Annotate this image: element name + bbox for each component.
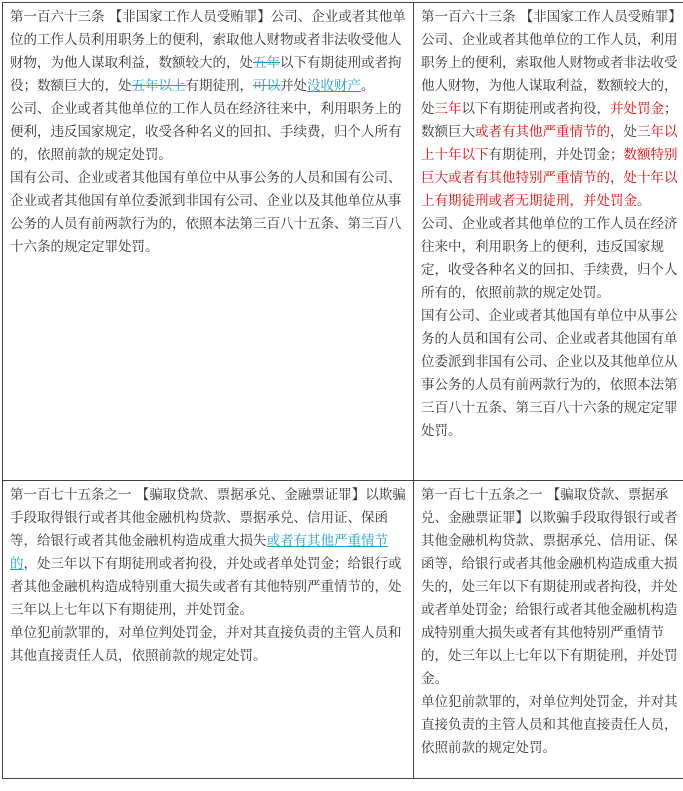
new-article-163-para-3: 国有公司、企业或者其他国有单位中从事公务的人员和国有公司、企业或者其他国有单位委派到非国有公司、企业以及其他单位从事公务的人员有前两款行为的，依照本法第三百八十五条、第三百八十六条的规定定罪处罚。	[421, 305, 680, 443]
deleted-text: 没收财产	[307, 78, 361, 94]
text-run: 有期徒刑，	[186, 78, 254, 94]
text-run: 有期徒刑，并处罚金	[489, 147, 611, 163]
deleted-text: 或者有其他严重情节的	[10, 533, 388, 572]
comparison-table	[2, 2, 683, 779]
old-article-175-1-para-1	[10, 484, 407, 622]
added-text: 并处罚金	[610, 101, 664, 117]
text-run: 第一百六十三条 【非国家工作人员受贿罪】公司、企业或者其他单位的工作人员利用职务上的便利，索取他人财物或者非法收受他人财物，为他人谋取利益，数额较大的，处	[10, 9, 406, 71]
added-text: 或者有其他严重情节的	[475, 124, 610, 140]
added-text: 三年	[435, 101, 462, 117]
old-article-175-1-para-2: 单位犯前款罪的，对单位判处罚金，并对其直接负责的主管人员和其他直接责任人员，依照前款的规定处罚。	[10, 622, 407, 668]
table-row	[3, 481, 683, 779]
text-run: ，处三年以下有期徒刑或者拘役，并处或者单处罚金；给银行或者其他金融机构造成特别重大损失或者有其他特别严重情节的，处三年以上七年以下有期徒刑，并处罚金。	[10, 556, 402, 618]
new-article-175-1-para-1: 第一百七十五条之一 【骗取贷款、票据承兑、金融票证罪】以欺骗手段取得银行或者其他金融机构贷款、票据承兑、信用证、保函等，给银行或者其他金融机构造成重大损失的，处三年以下有期徒刑或者拘役，并处或者单处罚金；给银行或者其他金融机构造成特别重大损失或者有其他特别严重情节的，处三年以上七年以下有期徒刑，并处罚金。	[421, 484, 680, 691]
old-article-163-para-1	[10, 6, 407, 98]
added-text: 三年以上十年以下	[421, 124, 678, 163]
text-run: 以下有期徒刑或者拘役；数额巨大的，处	[10, 55, 402, 94]
text-run: 以下有期徒刑或者拘役，	[462, 101, 611, 117]
new-article-175-1-para-2: 单位犯前款罪的，对单位判处罚金，并对其直接负责的主管人员和其他直接责任人员，依照前款的规定处罚。	[421, 691, 680, 760]
deleted-text: 五年以上	[132, 78, 186, 94]
text-run: ；数额巨大	[421, 101, 678, 140]
old-article-175-1-cell	[3, 481, 414, 779]
table-row	[3, 3, 683, 481]
deleted-text: 可以	[253, 78, 280, 94]
text-run: 第一百七十五条之一 【骗取贷款、票据承兑、金融票证罪】以欺骗手段取得银行或者其他金融机构贷款、票据承兑、信用证、保函等，给银行或者其他金融机构造成重大损失	[10, 487, 406, 549]
old-article-163-para-3: 国有公司、企业或者其他国有单位中从事公务的人员和国有公司、企业或者其他国有单位委派到非国有公司、企业以及其他单位从事公务的人员有前两款行为的，依照本法第三百八十五条、第三百八十六条的规定定罪处罚。	[10, 167, 407, 259]
text-run: ，处	[610, 124, 637, 140]
old-article-163-cell	[3, 3, 414, 481]
text-run: 。	[361, 78, 375, 94]
text-run: 。	[637, 193, 651, 209]
new-article-163-cell	[414, 3, 683, 481]
new-article-163-para-2: 公司、企业或者其他单位的工作人员在经济往来中，利用职务上的便利，违反国家规定，收受各种名义的回扣、手续费，归个人所有的，依照前款的规定处罚。	[421, 213, 680, 305]
new-article-163-para-1	[421, 6, 680, 213]
text-run: 第一百六十三条 【非国家工作人员受贿罪】公司、企业或者其他单位的工作人员，利用职务上的便利，索取他人财物或者非法收受他人财物，为他人谋取利益，数额较大的，处	[421, 9, 678, 117]
text-run: 并处	[280, 78, 307, 94]
added-text: ；数额特别巨大或者有其他特别严重情节的，处十年以上有期徒刑或者无期徒刑，并处罚金	[421, 147, 678, 209]
new-article-175-1-cell	[414, 481, 683, 779]
old-article-163-para-2: 公司、企业或者其他单位的工作人员在经济往来中，利用职务上的便利，违反国家规定，收受各种名义的回扣、手续费，归个人所有的，依照前款的规定处罚。	[10, 98, 407, 167]
deleted-text: 五年	[253, 55, 280, 71]
